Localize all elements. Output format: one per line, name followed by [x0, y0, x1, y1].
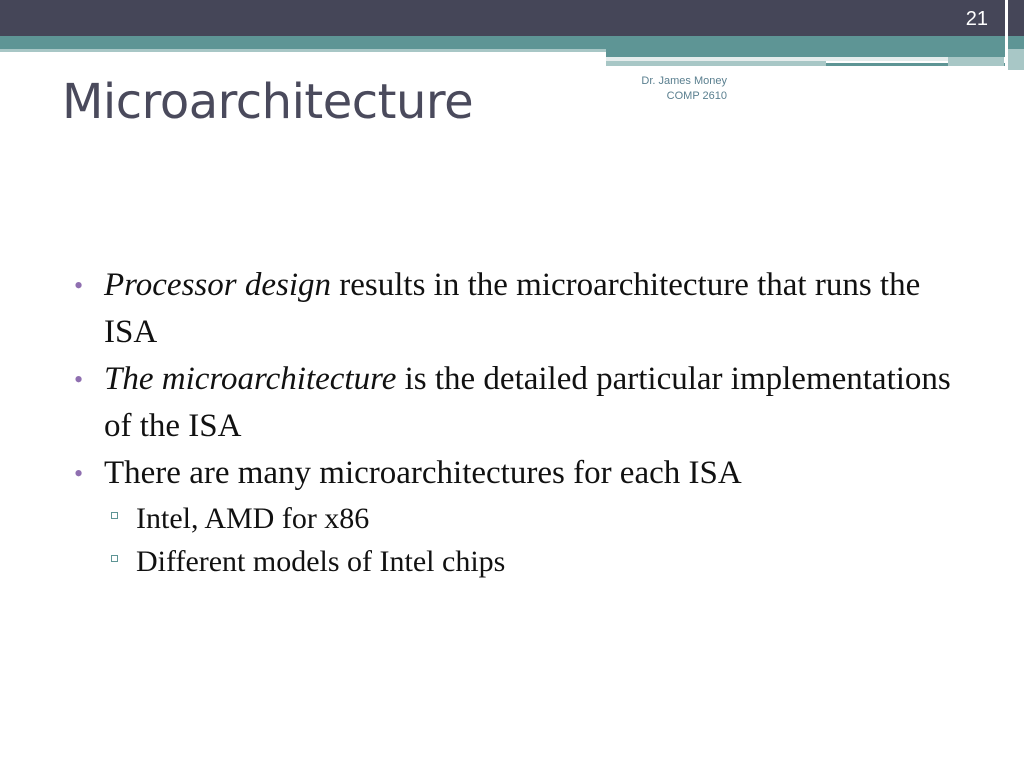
bullet-text: results in the microarchitecture that runs the ISA — [104, 267, 921, 350]
bullet-emphasis: Processor design — [104, 267, 332, 303]
author-block — [600, 74, 727, 104]
course-code: COMP 2610 — [666, 90, 727, 102]
bullet-emphasis: The microarchitecture — [104, 361, 397, 397]
header-stripe-end — [948, 57, 1004, 66]
author-name: Dr. James Money — [641, 75, 727, 87]
bullet-item — [74, 450, 974, 497]
square-bullet-icon — [111, 512, 118, 519]
bullet-item — [74, 262, 974, 356]
header-divider-line — [1005, 0, 1008, 70]
header-stripe-right — [606, 49, 1024, 57]
bullet-dot-icon: • — [74, 459, 84, 488]
sub-bullet-item — [74, 540, 974, 583]
bullet-dot-icon: • — [74, 365, 84, 394]
header-stripe-left — [0, 49, 606, 52]
header-band-teal — [0, 36, 1024, 49]
header-band-dark — [0, 0, 1024, 36]
sub-bullet-item — [74, 497, 974, 540]
header-corner-block — [1008, 49, 1024, 70]
slide-number: 21 — [965, 8, 988, 30]
slide-title: Microarchitecture — [62, 74, 474, 130]
bullet-dot-icon: • — [74, 271, 84, 300]
sub-bullet-text: Different models of Intel chips — [136, 545, 506, 578]
square-bullet-icon — [111, 555, 118, 562]
bullet-text: is the detailed particular implementations of the ISA — [104, 361, 951, 444]
header-stripe-accent-2 — [606, 61, 826, 66]
bullet-item — [74, 356, 974, 450]
sub-bullet-text: Intel, AMD for x86 — [136, 502, 370, 535]
slide-content — [74, 262, 974, 583]
bullet-text: There are many microarchitectures for each ISA — [104, 455, 742, 491]
